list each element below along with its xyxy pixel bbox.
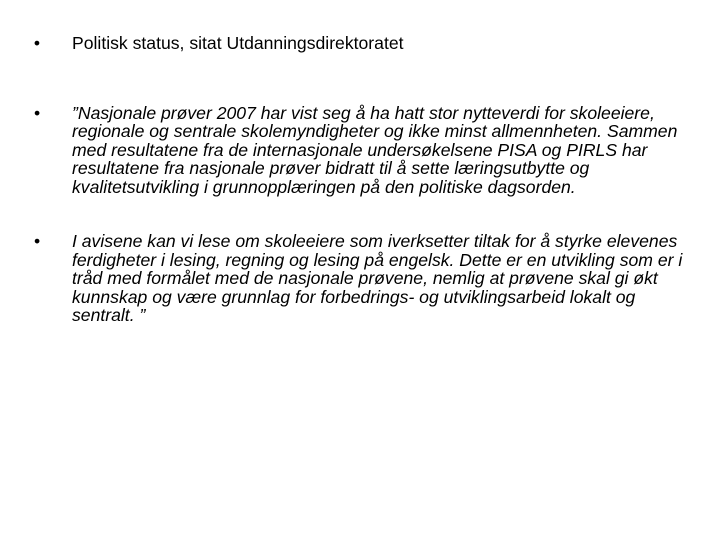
- bullet-dot-icon: •: [33, 231, 41, 251]
- bullet-text: Politisk status, sitat Utdanningsdirektoratet: [72, 33, 404, 53]
- bullet-item-title: [30, 34, 700, 53]
- bullet-text: I avisene kan vi lese om skoleeiere som iverksetter tiltak for å styrke elevenes ferdigheter i lesing, regning og lesing på engelsk. Dette er en utvikling som er i tråd med formålet med de nasjonale prøvene, nemlig at prøvene skal gi økt kunnskap og være grunnlag for forbedrings- og utviklingsarbeid lokalt og sentralt. ”: [72, 231, 683, 325]
- bullet-dot-icon: •: [33, 33, 41, 53]
- bullet-item-quote: [30, 104, 700, 197]
- bullet-list: [30, 34, 700, 325]
- bullet-text: ”Nasjonale prøver 2007 har vist seg å ha hatt stor nytteverdi for skoleeiere, regionale og sentrale skolemyndigheter og ikke minst allmennheten. Sammen med resultatene fra de internasjonale undersøkelsene PISA og PIRLS har resultatene fra nasjonale prøver bidratt til å sette læringsutbytte og kvalitetsutvikling i grunnopplæringen på den politiske dagsorden.: [72, 102, 678, 197]
- bullet-item-quote-continued: [30, 232, 700, 325]
- bullet-dot-icon: •: [33, 102, 41, 123]
